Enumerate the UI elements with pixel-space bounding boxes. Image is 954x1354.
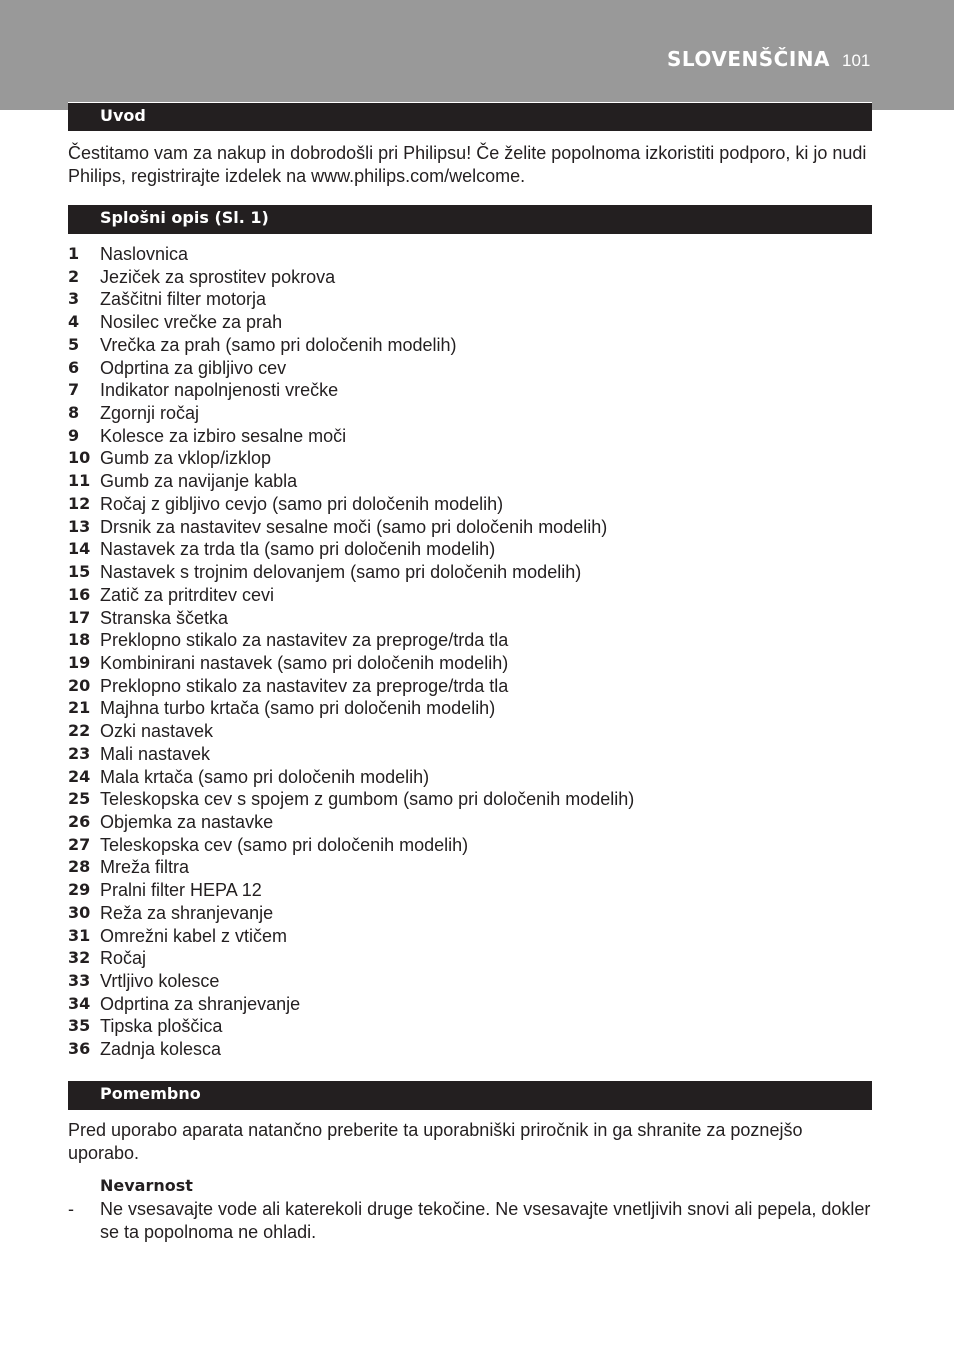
list-item (68, 538, 634, 561)
list-item-number: 31 (68, 925, 91, 945)
list-item-number: 21 (68, 698, 91, 718)
list-item (68, 947, 634, 970)
list-item-number: 26 (68, 811, 91, 831)
list-item-label: Vrečka za prah (samo pri določenih modelih) (100, 334, 457, 355)
list-item (68, 970, 634, 993)
list-item-label: Odprtina za shranjevanje (100, 993, 301, 1014)
language-title: SLOVENŠČINA (666, 47, 830, 71)
list-item (68, 493, 634, 516)
section-title-important: Pomembno (100, 1084, 201, 1103)
page-number: 101 (842, 51, 871, 70)
list-item-label: Drsnik za nastavitev sesalne moči (samo pri določenih modelih) (100, 516, 608, 537)
list-item-label: Majhna turbo krtača (samo pri določenih modelih) (100, 698, 496, 719)
section-title-intro: Uvod (100, 106, 146, 125)
list-item-number: 1 (68, 244, 80, 263)
list-item (68, 584, 634, 607)
list-item-number: 4 (68, 312, 80, 332)
list-item (68, 1038, 634, 1061)
list-item (68, 766, 634, 789)
list-item-number: 16 (68, 584, 91, 604)
list-item-label: Ročaj (100, 948, 147, 969)
list-item (68, 834, 634, 857)
list-item-label: Zatič za pritrditev cevi (100, 584, 275, 605)
list-item-number: 6 (68, 357, 80, 377)
list-item (68, 447, 634, 470)
list-item-label: Objemka za nastavke (100, 811, 274, 832)
list-item (68, 720, 634, 743)
list-item-number: 7 (68, 380, 80, 400)
list-item (68, 856, 634, 879)
bullet-marker: - (68, 1199, 74, 1219)
section-bar-overview (68, 205, 872, 234)
list-item (68, 516, 634, 539)
list-item (68, 788, 634, 811)
list-item-number: 17 (68, 607, 91, 627)
list-item-number: 15 (68, 562, 91, 582)
section-title-overview: Splošni opis (Sl. 1) (100, 208, 269, 227)
list-item (68, 925, 634, 948)
list-item-number: 24 (68, 766, 91, 786)
list-item-label: Zgornji ročaj (100, 403, 200, 424)
list-item (68, 379, 634, 402)
section-bar-intro (68, 102, 872, 131)
list-item-label: Naslovnica (100, 244, 189, 264)
list-item-number: 23 (68, 743, 91, 763)
list-item (68, 288, 634, 311)
list-item-number: 25 (68, 789, 91, 809)
list-item (68, 1015, 634, 1038)
list-item-number: 29 (68, 880, 91, 900)
danger-heading: Nevarnost (100, 1176, 193, 1195)
list-item-number: 11 (68, 471, 91, 491)
list-item (68, 879, 634, 902)
list-item-number: 28 (68, 857, 91, 877)
parts-list (68, 243, 634, 1061)
list-item (68, 243, 634, 266)
list-item-number: 33 (68, 971, 91, 990)
header-band (0, 0, 954, 110)
list-item-label: Teleskopska cev s spojem z gumbom (samo pri določenih modelih) (100, 789, 635, 810)
list-item-label: Gumb za navijanje kabla (100, 471, 298, 492)
list-item-label: Jeziček za sprostitev pokrova (100, 266, 336, 287)
list-item-label: Nosilec vrečke za prah (100, 312, 283, 333)
list-item (68, 470, 634, 493)
danger-bullet (68, 1198, 872, 1243)
list-item (68, 743, 634, 766)
list-item-number: 35 (68, 1016, 91, 1036)
list-item (68, 425, 634, 448)
list-item-label: Kolesce za izbiro sesalne moči (100, 425, 347, 446)
list-item-label: Teleskopska cev (samo pri določenih modelih) (100, 834, 469, 855)
list-item-number: 10 (68, 448, 91, 468)
list-item-number: 5 (68, 334, 80, 354)
list-item-number: 13 (68, 516, 91, 536)
list-item (68, 675, 634, 698)
list-item-label: Preklopno stikalo za nastavitev za preproge/trda tla (100, 675, 509, 696)
list-item (68, 311, 634, 334)
list-item-label: Mala krtača (samo pri določenih modelih) (100, 766, 430, 787)
list-item-label: Nastavek s trojnim delovanjem (samo pri določenih modelih) (100, 562, 582, 583)
list-item-label: Pralni filter HEPA 12 (100, 880, 262, 901)
list-item-number: 34 (68, 993, 91, 1013)
list-item-label: Stranska ščetka (100, 607, 229, 628)
list-item-number: 18 (68, 630, 91, 650)
list-item-label: Zaščitni filter motorja (100, 289, 267, 310)
important-paragraph: Pred uporabo aparata natančno preberite ta uporabniški priročnik in ga shranite za poznejšo uporabo. (68, 1120, 803, 1163)
list-item (68, 357, 634, 380)
list-item-number: 8 (68, 403, 80, 423)
section-bar-important (68, 1081, 872, 1110)
list-item-label: Zadnja kolesca (100, 1039, 222, 1060)
list-item-label: Reža za shranjevanje (100, 902, 274, 923)
list-item-number: 2 (68, 266, 80, 286)
list-item (68, 652, 634, 675)
intro-paragraph: Čestitamo vam za nakup in dobrodošli pri Philipsu! Če želite popolnoma izkoristiti podporo, ki jo nudi Philips, registrirajte izdelek na www.philips.com/welcome. (68, 143, 867, 186)
list-item-number: 19 (68, 652, 91, 672)
list-item-number: 14 (68, 539, 91, 559)
list-item-number: 32 (68, 948, 91, 968)
list-item-label: Ročaj z gibljivo cevjo (samo pri določenih modelih) (100, 493, 504, 514)
list-item (68, 266, 634, 289)
list-item-label: Mreža filtra (100, 857, 190, 878)
list-item (68, 402, 634, 425)
list-item (68, 561, 634, 584)
list-item-label: Mali nastavek (100, 743, 211, 764)
bullet-text: Ne vsesavajte vode ali katerekoli druge tekočine. Ne vsesavajte vnetljivih snovi ali pepela, dokler se ta popolnoma ne ohladi. (100, 1199, 871, 1242)
list-item-number: 9 (68, 425, 80, 445)
list-item-number: 22 (68, 721, 91, 741)
list-item-number: 27 (68, 834, 91, 854)
list-item (68, 902, 634, 925)
list-item-label: Gumb za vklop/izklop (100, 448, 272, 469)
list-item-label: Ozki nastavek (100, 721, 214, 742)
list-item (68, 697, 634, 720)
list-item (68, 334, 634, 357)
list-item-label: Odprtina za gibljivo cev (100, 357, 287, 378)
list-item-number: 20 (68, 675, 91, 695)
list-item (68, 993, 634, 1016)
list-item (68, 811, 634, 834)
list-item-label: Omrežni kabel z vtičem (100, 925, 288, 946)
list-item-number: 36 (68, 1039, 91, 1059)
list-item-label: Vrtljivo kolesce (100, 971, 220, 991)
list-item-number: 12 (68, 493, 91, 513)
list-item-label: Kombinirani nastavek (samo pri določenih modelih) (100, 652, 509, 673)
list-item (68, 629, 634, 652)
list-item-label: Preklopno stikalo za nastavitev za preproge/trda tla (100, 630, 509, 651)
list-item-number: 3 (68, 289, 80, 309)
list-item-label: Nastavek za trda tla (samo pri določenih modelih) (100, 539, 496, 560)
list-item (68, 607, 634, 630)
list-item-number: 30 (68, 902, 91, 922)
list-item-label: Tipska ploščica (100, 1016, 223, 1037)
list-item-label: Indikator napolnjenosti vrečke (100, 380, 339, 401)
